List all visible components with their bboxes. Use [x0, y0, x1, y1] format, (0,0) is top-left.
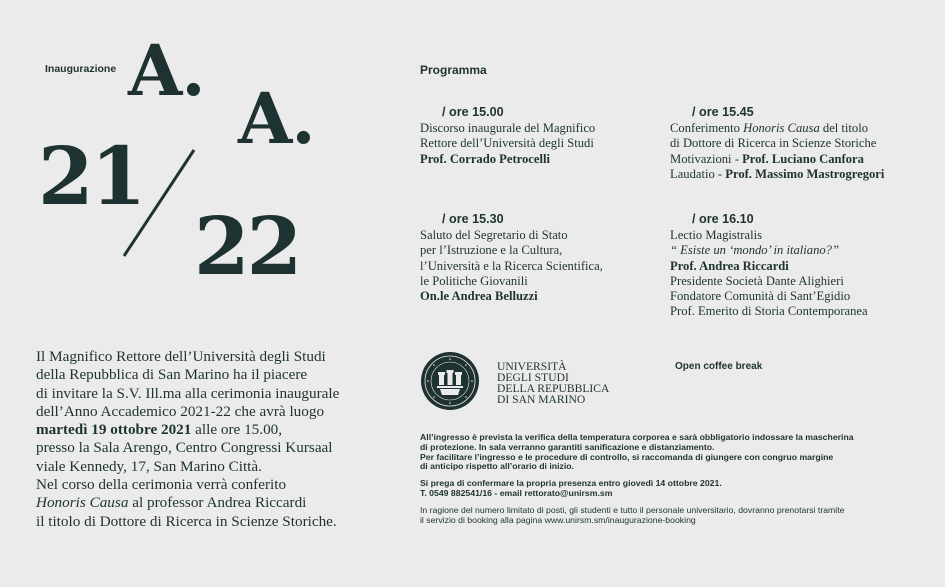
- slot-time: / ore 15.45: [692, 105, 754, 119]
- note-line: di protezione. In sala verranno garantiti sanificazione e distanziamento.: [420, 441, 715, 452]
- slot-line: [670, 121, 884, 136]
- booking-note: [420, 506, 920, 526]
- invite-line: Nel corso della cerimonia verrà conferito: [36, 476, 287, 494]
- year-slash-icon: [120, 148, 200, 260]
- covid-note: [420, 433, 920, 472]
- invite-line: Il Magnifico Rettore dell’Università degli Studi: [36, 348, 326, 365]
- note-line: Si prega di confermare la propria presenza entro giovedì 14 ottobre 2021.: [420, 478, 722, 489]
- academic-year-a-2: A.: [238, 77, 315, 160]
- note-line: All’ingresso è prevista la verifica della temperatura corporea e sarà obbligatorio indossare la mascherina: [420, 432, 854, 442]
- slot-line: Discorso inaugurale del Magnifico: [420, 121, 596, 136]
- university-name-line: DELLA REPUBBLICA: [497, 382, 610, 395]
- slot-line: per l’Istruzione e la Cultura,: [420, 243, 563, 258]
- slot-line: Fondatore Comunità di Sant’Egidio: [670, 289, 851, 304]
- programme-slot-1610: [670, 212, 868, 319]
- programme-slot-1530: [420, 212, 603, 304]
- slot-line: le Politiche Giovanili: [420, 273, 528, 288]
- university-name-line: UNIVERSITÀ: [497, 360, 567, 373]
- year-end: 22: [194, 199, 300, 293]
- note-line: Per facilitare l’ingresso e le procedure di controllo, si raccomanda di giungere con congruo margine: [420, 451, 834, 462]
- invite-line: della Repubblica di San Marino ha il piacere: [36, 366, 308, 384]
- slot-text: Motivazioni -: [670, 151, 743, 166]
- event-date: martedì 19 ottobre 2021: [36, 421, 192, 439]
- rsvp-note: [420, 479, 920, 499]
- university-seal-icon: [420, 351, 480, 411]
- slot-text: del titolo: [819, 121, 869, 136]
- slot-italic: Honoris Causa: [743, 121, 820, 136]
- year-start: 21: [38, 129, 144, 223]
- slot-line: [670, 167, 884, 182]
- slot-speaker: Prof. Andrea Riccardi: [670, 258, 789, 273]
- honoris-causa: Honoris Causa: [36, 494, 129, 512]
- invite-line: di invitare la S.V. Ill.ma alla cerimonia inaugurale: [36, 384, 340, 402]
- invitation-text: [36, 348, 366, 531]
- booking-link[interactable]: il servizio di booking alla pagina www.unirsm.sm/inaugurazione-booking: [420, 514, 696, 525]
- note-line: In ragione del numero limitato di posti, gli studenti e tutto il personale universitario, dovranno prenotarsi tramite: [420, 504, 845, 515]
- invite-line: presso la Sala Arengo, Centro Congressi Kursaal: [36, 439, 333, 457]
- inauguration-kicker: Inaugurazione: [45, 63, 117, 75]
- slot-line: Saluto del Segretario di Stato: [420, 228, 568, 243]
- programme-title: Programma: [420, 63, 487, 77]
- attendance-notes: [420, 433, 920, 532]
- slot-line: di Dottore di Ricerca in Scienze Storiche: [670, 136, 877, 151]
- slot-speaker: Prof. Luciano Canfora: [742, 151, 864, 166]
- slot-line: [670, 152, 884, 167]
- invite-line: viale Kennedy, 17, San Marino Città.: [36, 457, 262, 475]
- slot-line: Rettore dell’Università degli Studi: [420, 136, 594, 151]
- slot-text: Laudatio -: [670, 166, 726, 181]
- lectio-title: “ Esiste un ‘mondo’ in italiano?”: [670, 243, 839, 258]
- invite-line: al professor Andrea Riccardi: [128, 494, 307, 512]
- slot-time: / ore 15.00: [442, 105, 504, 119]
- slot-speaker: On.le Andrea Belluzzi: [420, 289, 538, 304]
- slot-speaker: Prof. Corrado Petrocelli: [420, 151, 550, 166]
- invite-line: dell’Anno Accademico 2021-22 che avrà luogo: [36, 402, 325, 420]
- invite-line: il titolo di Dottore di Ricerca in Scienze Storiche.: [36, 512, 337, 530]
- contact-line[interactable]: T. 0549 882541/16 - email rettorato@unirsm.sm: [420, 487, 613, 498]
- note-line: di anticipo rispetto all’orario di inizio.: [420, 461, 574, 472]
- event-time: alle ore 15.00,: [191, 421, 283, 439]
- university-name: [497, 361, 609, 405]
- slot-line: Prof. Emerito di Storia Contemporanea: [670, 304, 868, 319]
- coffee-break: Open coffee break: [675, 361, 763, 372]
- university-name-line: DEGLI STUDI: [497, 371, 569, 384]
- slot-line: l’Università e la Ricerca Scientifica,: [420, 258, 603, 273]
- slot-speaker: Prof. Massimo Mastrogregori: [725, 166, 885, 181]
- slot-line: Lectio Magistralis: [670, 228, 762, 243]
- slot-time: / ore 15.30: [442, 212, 504, 226]
- slot-text: Conferimento: [670, 121, 744, 136]
- slot-line: Presidente Società Dante Alighieri: [670, 273, 844, 288]
- programme-slot-1500: [420, 105, 595, 167]
- academic-year-a-1: A.: [128, 29, 205, 112]
- university-name-line: DI SAN MARINO: [497, 393, 586, 406]
- programme-slot-1545: [670, 105, 884, 182]
- slot-time: / ore 16.10: [692, 212, 754, 226]
